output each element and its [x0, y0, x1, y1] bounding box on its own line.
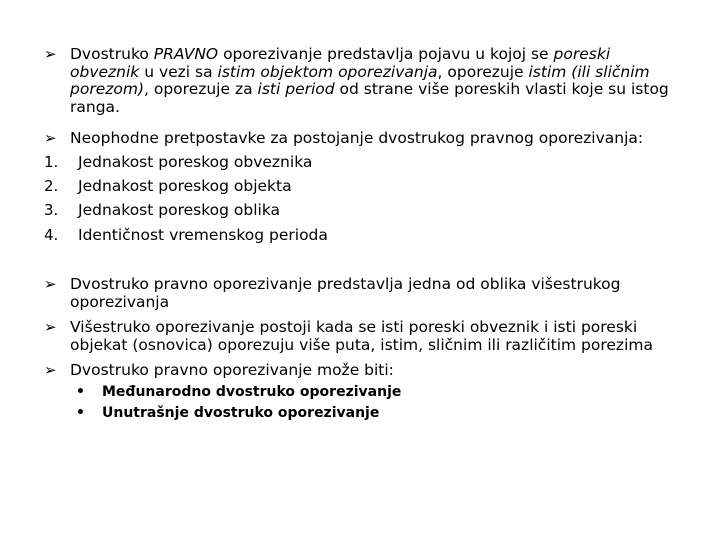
numbered-item — [44, 178, 684, 196]
item-text: Identičnost vremenskog perioda — [78, 226, 328, 244]
text-part: Dvostruko — [70, 45, 154, 63]
round-bullet-icon: • — [76, 405, 85, 421]
text-part: , oporezuje za — [144, 80, 258, 98]
item-number: 3. — [44, 201, 59, 219]
arrow-bullet-icon: ➢ — [44, 275, 57, 293]
sub-bullet-text: Međunarodno dvostruko oporezivanje — [102, 384, 402, 400]
text-part: oporezivanje predstavlja pojavu u kojoj se — [218, 45, 554, 63]
sub-bullet-item — [74, 384, 674, 400]
arrow-bullet-icon: ➢ — [44, 129, 57, 147]
text-part: , oporezuje — [437, 62, 529, 81]
arrow-bullet-icon: ➢ — [44, 361, 57, 379]
paragraph-text: Dvostruko pravno oporezivanje predstavlja jedna od oblika višestrukog oporezivanja — [70, 275, 621, 311]
arrow-bullet-icon: ➢ — [44, 45, 57, 63]
text-part: u vezi sa — [139, 62, 218, 81]
paragraph-text: Višestruko oporezivanje postoji kada se isti poreski obveznik i isti poreski objekat (osnovica) oporezuju više puta, istim, sličnim ili različitim porezima — [70, 318, 653, 354]
item-text: Jednakost poreskog objekta — [78, 177, 292, 195]
multiple-taxation-paragraph — [44, 276, 684, 311]
prerequisites-paragraph — [44, 130, 684, 148]
item-text: Jednakost poreskog oblika — [78, 201, 281, 219]
multiple-taxation-definition — [44, 319, 684, 354]
item-text: Jednakost poreskog obveznika — [78, 153, 313, 171]
prerequisites-text: Neophodne pretpostavke za postojanje dvostrukog pravnog oporezivanja: — [70, 129, 644, 147]
paragraph-text: Dvostruko pravno oporezivanje može biti: — [70, 361, 394, 379]
text-part-emph: poreski obveznik — [70, 45, 611, 81]
text-part-emph: istim (ili sličnim porezom) — [70, 62, 650, 98]
numbered-item — [44, 154, 684, 172]
numbered-item — [44, 202, 684, 220]
text-part-emph: PRAVNO — [153, 45, 219, 63]
item-number: 2. — [44, 177, 59, 195]
arrow-bullet-icon: ➢ — [44, 318, 57, 336]
types-paragraph — [44, 362, 684, 380]
numbered-item — [44, 227, 684, 245]
text-part: od strane više poreskih vlasti koje su istog ranga. — [70, 80, 669, 116]
definition-paragraph — [44, 46, 684, 116]
sub-bullet-item — [74, 405, 674, 421]
round-bullet-icon: • — [76, 384, 85, 400]
item-number: 4. — [44, 226, 59, 244]
item-number: 1. — [44, 153, 59, 171]
text-part-emph: istim objektom oporezivanja — [217, 62, 438, 81]
text-part-emph: isti period — [257, 80, 335, 98]
sub-bullet-text: Unutrašnje dvostruko oporezivanje — [102, 405, 380, 421]
